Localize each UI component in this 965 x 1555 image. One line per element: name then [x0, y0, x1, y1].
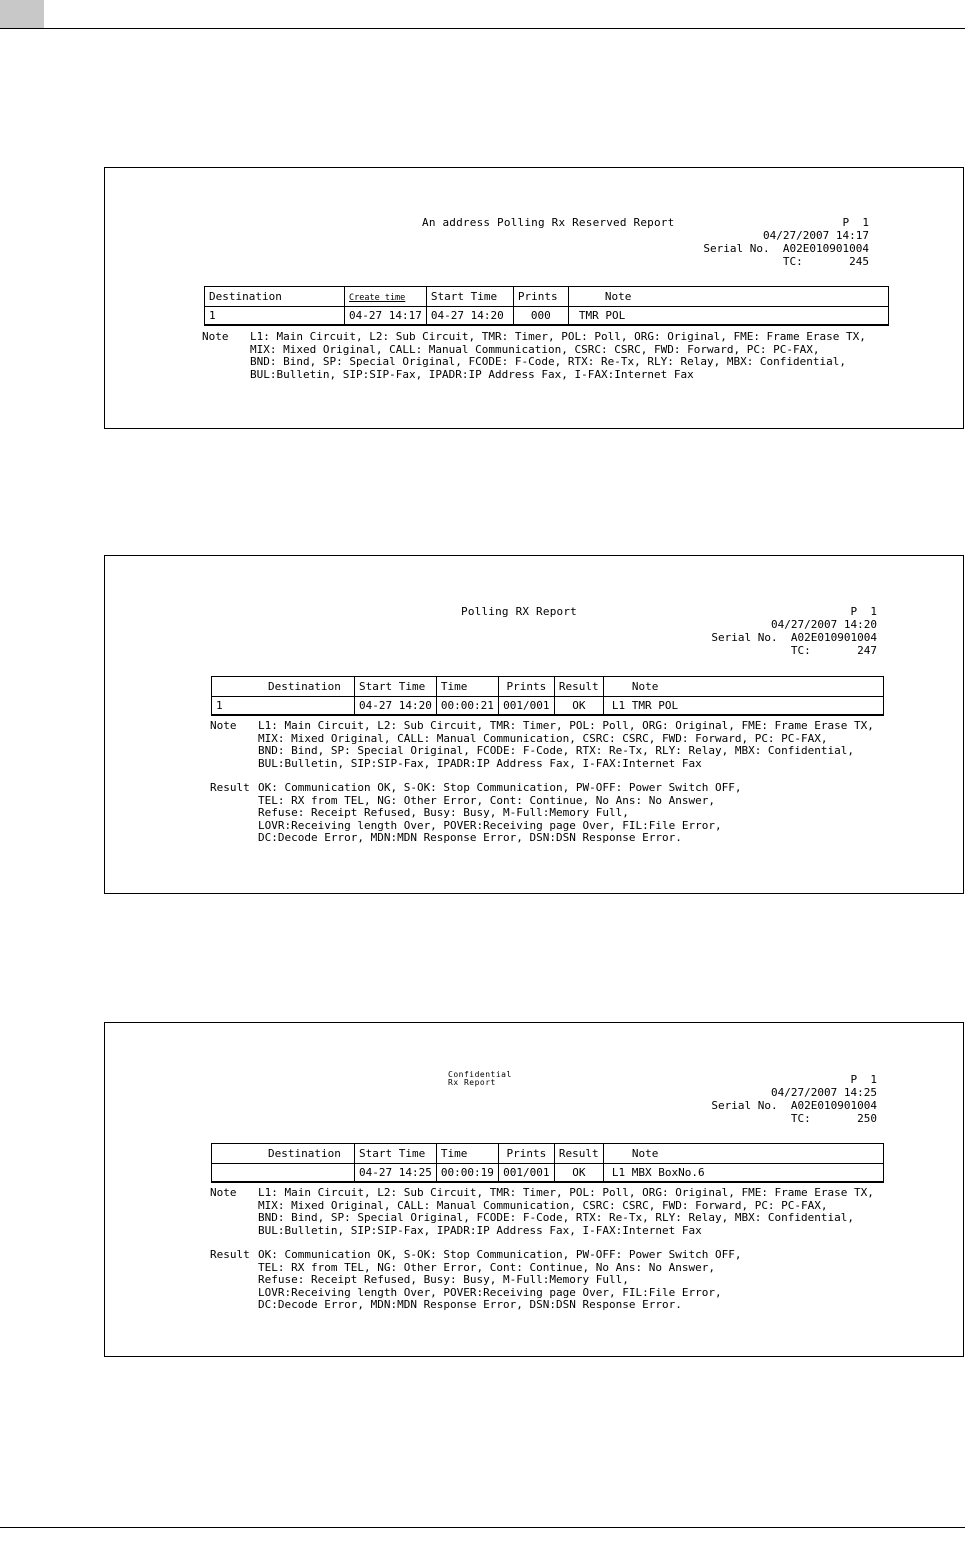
- page-number: P 1: [850, 605, 877, 618]
- note-line: L1: Main Circuit, L2: Sub Circuit, TMR: Timer, POL: Poll, ORG: Original, FME: Frame Erase TX,: [258, 1186, 874, 1199]
- col-destination: Destination: [212, 677, 355, 697]
- cell-start-time: 04-27 14:20: [426, 307, 513, 326]
- report-title: Polling RX Report: [461, 605, 577, 618]
- table-row: [212, 697, 884, 716]
- report-polling-reserved: [104, 167, 964, 429]
- result-label: Result: [210, 1248, 250, 1261]
- cell-prints: 000: [513, 307, 568, 326]
- tc-value: 247: [857, 644, 877, 657]
- result-label: Result: [210, 781, 250, 794]
- note-line: MIX: Mixed Original, CALL: Manual Communication, CSRC: CSRC, FWD: Forward, PC: PC-FAX,: [258, 1198, 828, 1212]
- cell-create-time: 04-27 14:17: [345, 307, 427, 326]
- cell-result: OK: [554, 1164, 603, 1183]
- cell-time: 00:00:19: [436, 1164, 498, 1183]
- col-time: Time: [436, 1144, 498, 1164]
- result-line: TEL: RX from TEL, NG: Other Error, Cont: Continue, No Ans: No Answer,: [258, 793, 715, 807]
- cell-note: L1 TMR POL: [603, 697, 883, 716]
- note-legend: [210, 720, 874, 845]
- cell-destination: 1: [212, 697, 355, 716]
- table-row: [212, 1164, 884, 1183]
- header-rule: [0, 28, 965, 29]
- note-line: L1: Main Circuit, L2: Sub Circuit, TMR: Timer, POL: Poll, ORG: Original, FME: Frame Erase TX,: [250, 330, 866, 343]
- note-label: Note: [210, 719, 237, 732]
- result-line: TEL: RX from TEL, NG: Other Error, Cont: Continue, No Ans: No Answer,: [258, 1260, 715, 1274]
- report-meta: [569, 216, 869, 268]
- report-title: An address Polling Rx Reserved Report: [422, 216, 675, 229]
- report-meta: [577, 1073, 877, 1125]
- cell-prints: 001/001: [498, 1164, 554, 1183]
- col-destination: Destination: [205, 287, 345, 307]
- cell-destination: 1: [205, 307, 345, 326]
- tc-value: 250: [857, 1112, 877, 1125]
- col-destination: Destination: [212, 1144, 355, 1164]
- note-label: Note: [210, 1186, 237, 1199]
- report-datetime: 04/27/2007 14:17: [763, 229, 869, 242]
- note-line: MIX: Mixed Original, CALL: Manual Communication, CSRC: CSRC, FWD: Forward, PC: PC-FAX,: [258, 731, 828, 745]
- col-time: Time: [436, 677, 498, 697]
- note-line: BUL:Bulletin, SIP:SIP-Fax, IPADR:IP Address Fax, I-FAX:Internet Fax: [258, 756, 702, 770]
- tc-line: [569, 255, 869, 268]
- report-meta: [577, 605, 877, 657]
- col-result: Result: [554, 1144, 603, 1164]
- serial-number: A02E010901004: [782, 242, 869, 255]
- col-start-time: Start Time: [355, 1144, 437, 1164]
- result-line: OK: Communication OK, S-OK: Stop Communication, PW-OFF: Power Switch OFF,: [258, 1248, 742, 1261]
- note-label: Note: [202, 330, 229, 343]
- note-line: BUL:Bulletin, SIP:SIP-Fax, IPADR:IP Address Fax, I-FAX:Internet Fax: [250, 367, 694, 381]
- note-line: BND: Bind, SP: Special Original, FCODE: F-Code, RTX: Re-Tx, RLY: Relay, MBX: Confidential,: [258, 744, 855, 757]
- page-number: P 1: [850, 1073, 877, 1086]
- serial-label: Serial No.: [711, 1099, 778, 1112]
- serial-line: [569, 242, 869, 255]
- page-number: P 1: [842, 216, 869, 229]
- cell-result: OK: [554, 697, 603, 716]
- report-polling-rx: [104, 555, 964, 894]
- col-note: Note: [603, 1144, 883, 1164]
- note-line: BND: Bind, SP: Special Original, FCODE: F-Code, RTX: Re-Tx, RLY: Relay, MBX: Confidential,: [250, 355, 847, 368]
- result-line: DC:Decode Error, MDN:MDN Response Error, DSN:DSN Response Error.: [258, 831, 682, 844]
- cell-note: L1 MBX BoxNo.6: [603, 1164, 883, 1183]
- serial-line: [577, 1099, 877, 1112]
- serial-number: A02E010901004: [790, 1099, 877, 1112]
- tc-label: TC:: [790, 644, 811, 657]
- report-confidential-rx: [104, 1022, 964, 1357]
- result-line: DC:Decode Error, MDN:MDN Response Error, DSN:DSN Response Error.: [258, 1298, 682, 1311]
- result-line: Refuse: Receipt Refused, Busy: Busy, M-Full:Memory Full,: [258, 1273, 629, 1286]
- table-header-row: [205, 287, 889, 307]
- result-line: LOVR:Receiving length Over, POVER:Receiving page Over, FIL:File Error,: [258, 1285, 722, 1299]
- report-table: [211, 1143, 884, 1183]
- result-line: LOVR:Receiving length Over, POVER:Receiving page Over, FIL:File Error,: [258, 818, 722, 832]
- cell-prints: 001/001: [498, 697, 554, 716]
- report-table: [211, 676, 884, 716]
- note-line: BUL:Bulletin, SIP:SIP-Fax, IPADR:IP Address Fax, I-FAX:Internet Fax: [258, 1223, 702, 1237]
- footer-rule: [0, 1527, 965, 1528]
- header-tab: [0, 0, 44, 29]
- tc-value: 245: [849, 255, 869, 268]
- report-title-line: Confidential: [448, 1070, 512, 1079]
- note-line: L1: Main Circuit, L2: Sub Circuit, TMR: Timer, POL: Poll, ORG: Original, FME: Frame Erase TX,: [258, 719, 874, 732]
- serial-line: [577, 631, 877, 644]
- report-datetime: 04/27/2007 14:25: [771, 1086, 877, 1099]
- tc-line: [577, 1112, 877, 1125]
- result-line: Refuse: Receipt Refused, Busy: Busy, M-Full:Memory Full,: [258, 806, 629, 819]
- result-line: OK: Communication OK, S-OK: Stop Communication, PW-OFF: Power Switch OFF,: [258, 781, 742, 794]
- col-note: Note: [568, 287, 888, 307]
- tc-label: TC:: [782, 255, 803, 268]
- cell-start-time: 04-27 14:20: [355, 697, 437, 716]
- note-line: BND: Bind, SP: Special Original, FCODE: F-Code, RTX: Re-Tx, RLY: Relay, MBX: Confidential,: [258, 1211, 855, 1224]
- note-line: MIX: Mixed Original, CALL: Manual Communication, CSRC: CSRC, FWD: Forward, PC: PC-FAX,: [250, 342, 820, 356]
- tc-label: TC:: [790, 1112, 811, 1125]
- table-row: [205, 307, 889, 326]
- report-title: [448, 1071, 512, 1087]
- table-header-row: [212, 677, 884, 697]
- cell-time: 00:00:21: [436, 697, 498, 716]
- serial-number: A02E010901004: [790, 631, 877, 644]
- serial-label: Serial No.: [703, 242, 770, 255]
- serial-label: Serial No.: [711, 631, 778, 644]
- cell-start-time: 04-27 14:25: [355, 1164, 437, 1183]
- col-prints: Prints: [513, 287, 568, 307]
- cell-destination: [212, 1164, 355, 1183]
- col-prints: Prints: [498, 677, 554, 697]
- col-start-time: Start Time: [426, 287, 513, 307]
- col-result: Result: [554, 677, 603, 697]
- tc-line: [577, 644, 877, 657]
- cell-note: TMR POL: [568, 307, 888, 326]
- report-datetime: 04/27/2007 14:20: [771, 618, 877, 631]
- table-header-row: [212, 1144, 884, 1164]
- col-create-time: Create time: [345, 287, 427, 307]
- note-legend: [202, 331, 866, 381]
- note-legend: [210, 1187, 874, 1312]
- report-table: [204, 286, 889, 326]
- col-note: Note: [603, 677, 883, 697]
- col-start-time: Start Time: [355, 677, 437, 697]
- col-prints: Prints: [498, 1144, 554, 1164]
- report-title-line: Rx Report: [448, 1078, 496, 1087]
